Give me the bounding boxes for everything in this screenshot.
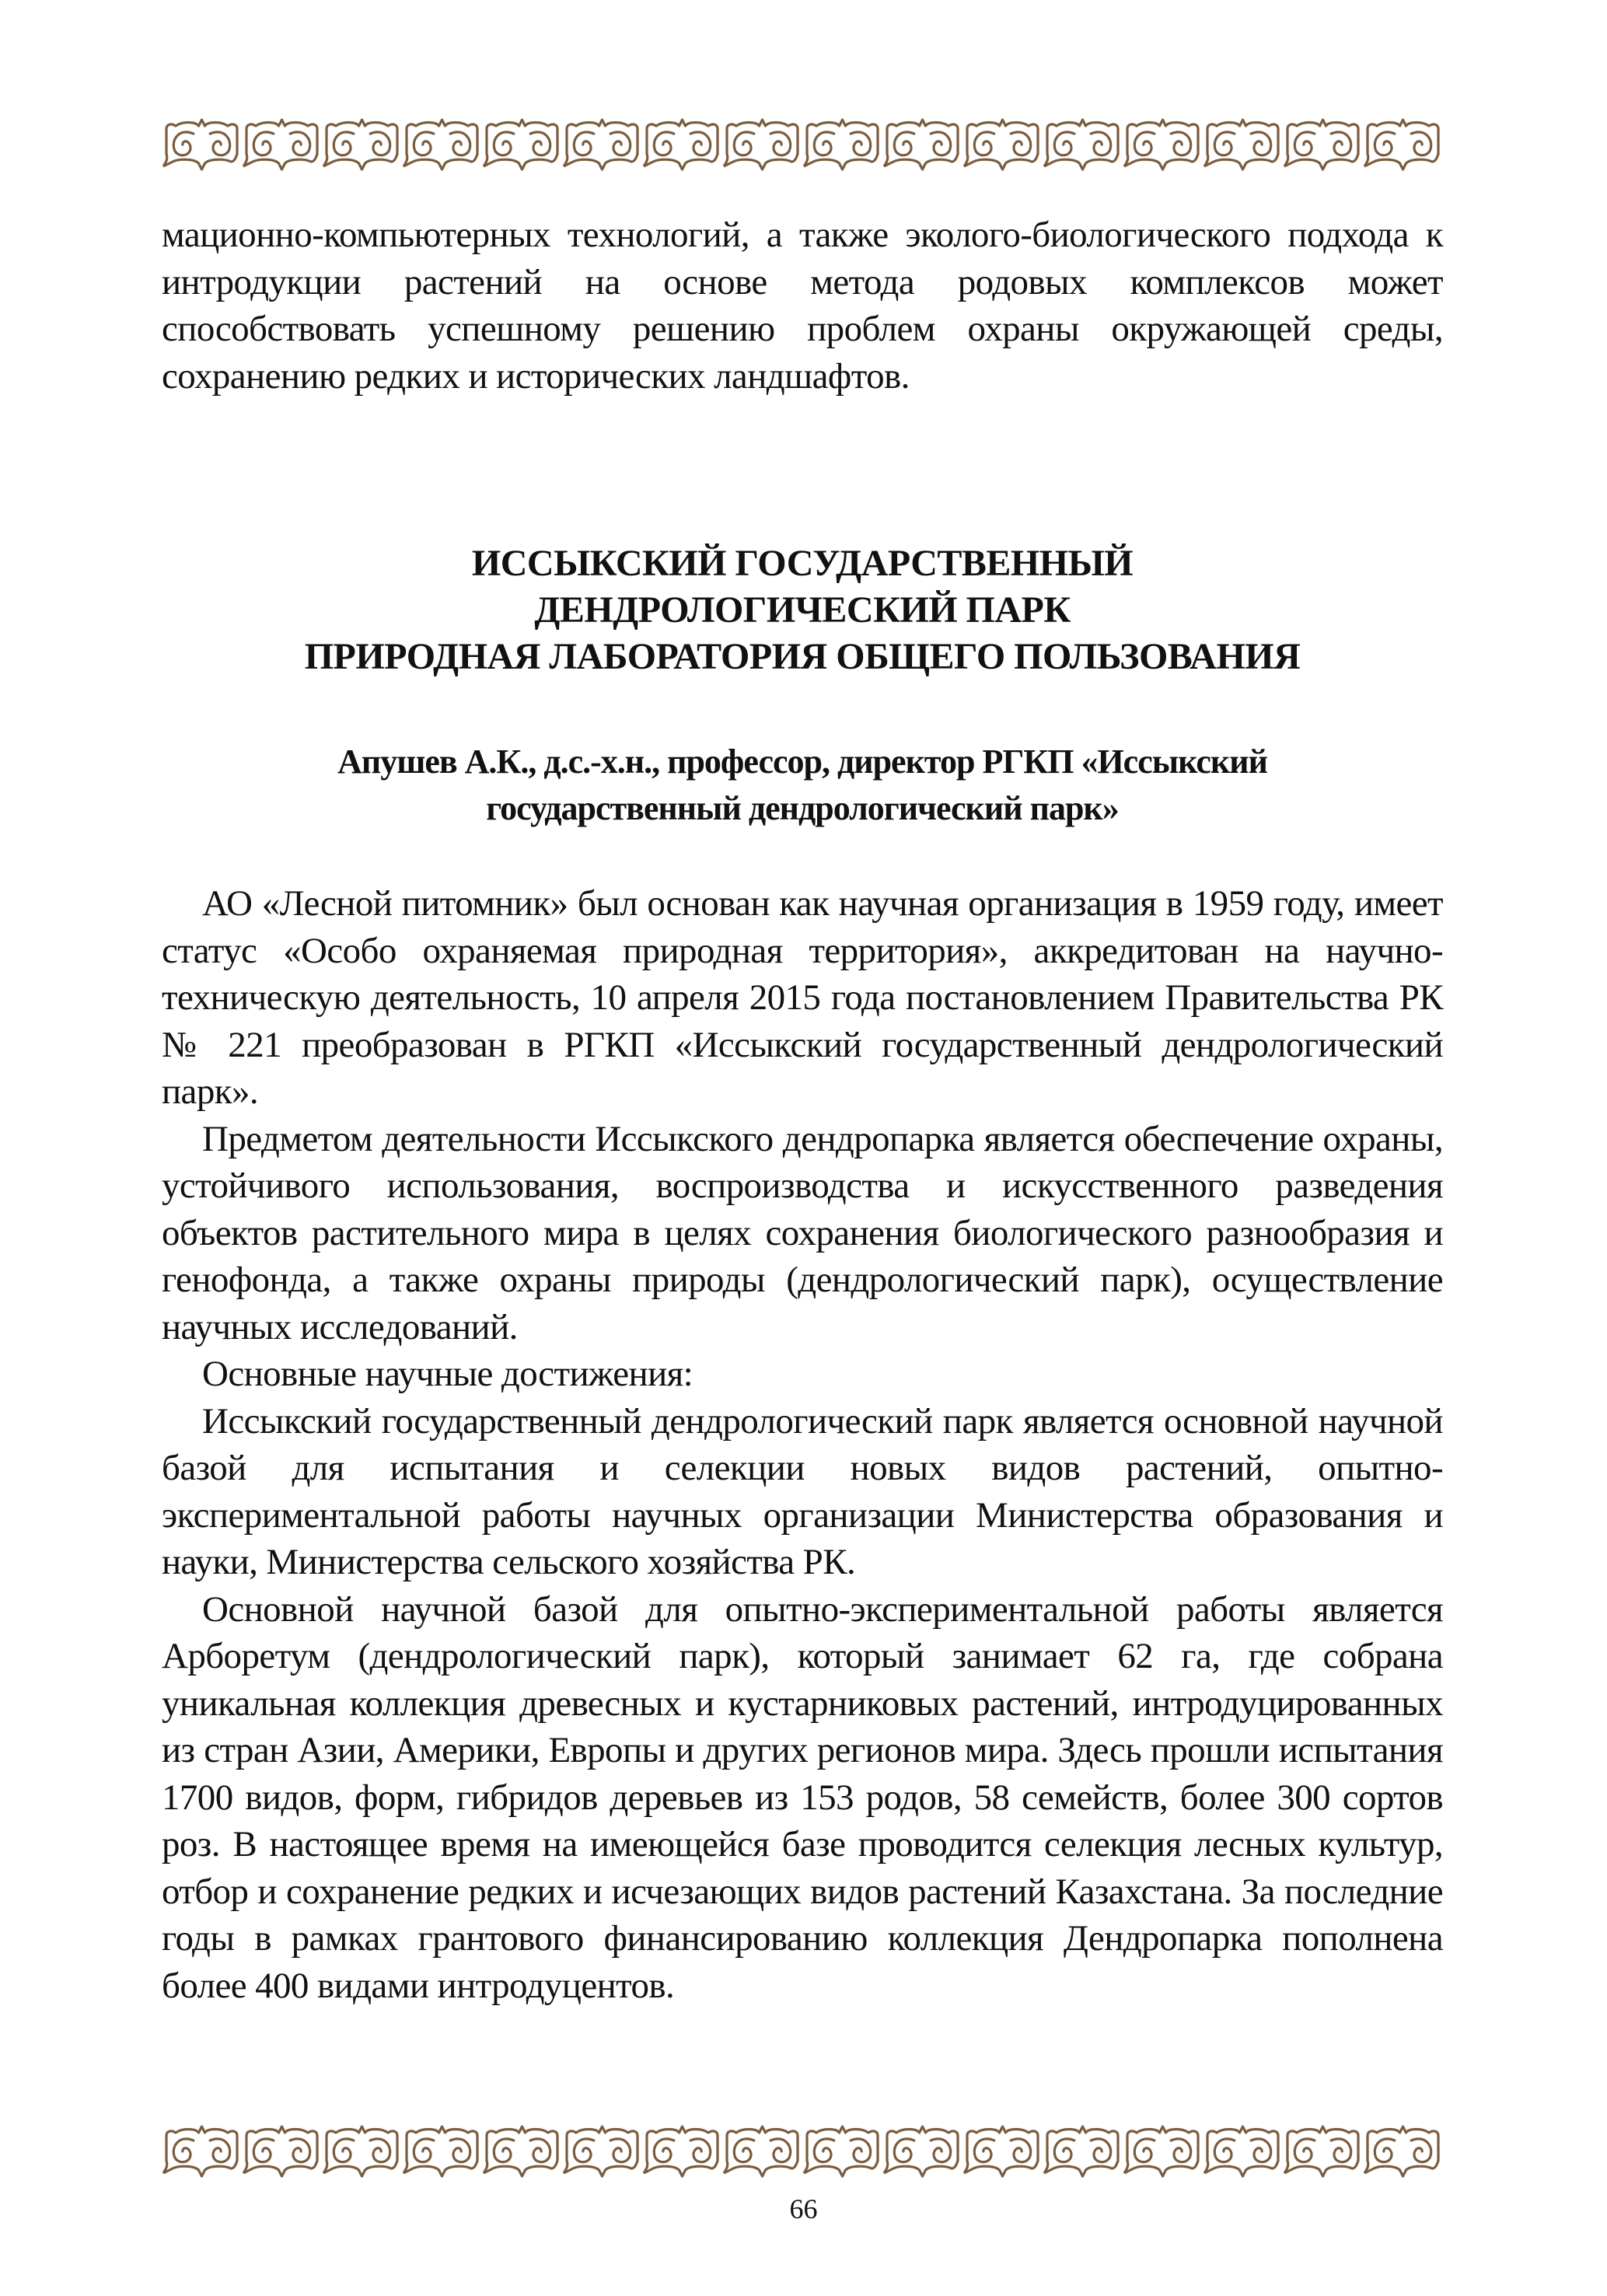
author-byline [162,739,1443,832]
ornament-motif [724,2127,798,2176]
ornament-motif [644,120,718,169]
ornament-motif [884,2127,958,2176]
ornament-motif [1284,2127,1358,2176]
top-ornament-border [162,118,1443,173]
ornament-motif [403,2127,477,2176]
ornament-motif [1284,120,1358,169]
continuation-text: мационно-компьютерных технологий, а также эколого-биологического подхода к интродукции растений на основе метода родовых комплексов может способствовать успешному решению проблем охраны окружающей среды, сохранению редких и исторических ландшафтов. [162,215,1443,397]
ornament-motif [644,2127,718,2176]
article-title [162,540,1443,680]
author-line-2: государственный дендрологический парк» [486,789,1119,827]
ornament-motif [964,2127,1038,2176]
bottom-ornament-border [162,2125,1443,2179]
ornament-motif [484,120,557,169]
ornament-motif [964,120,1038,169]
ornament-motif [243,2127,317,2176]
ornament-motif [1124,2127,1198,2176]
body-paragraph-activity: Предметом деятельности Иссыкского дендропарка является обеспечение охраны, устойчивого использования, воспроизводства и искусственного разведения объектов растительного мира в целях сохранения биологического разнообразия и генофонда, а также охраны природы (дендрологический парк), осуществление научных исследований. [162,1118,1443,1347]
body-paragraph-research-base: Иссыкский государственный дендрологический парк является основной научной базой для испытания и селекции новых видов растений, опытно-экспериментальной работы научных организации Министерства образования и науки, Министерства сельского хозяйства РК. [162,1400,1443,1582]
ornament-motif [804,2127,878,2176]
ornament-motif [1364,2127,1438,2176]
body-paragraph-achievements-heading: Основные научные достижения: [202,1354,693,1394]
body-paragraph-arboretum: Основной научной базой для опытно-экспериментальной работы является Арборетум (дендрологический парк), который занимает 62 га, где собрана уникальная коллекция древесных и кустарниковых растений, интродуцированных из стран Азии, Америки, Европы и других регионов мира. Здесь прошли испытания 1700 видов, форм, гибридов деревьев из 153 родов, 58 семейств, более 300 сортов роз. В настоящее время на имеющейся базе проводится селекция лесных культур, отбор и сохранение редких и исчезающих видов растений Казахстана. За последние годы в рамках грантового финансированию коллекция Дендропарка пополнена более 400 видами интродуцентов. [162,1588,1443,2006]
ornament-motif [1364,120,1438,169]
ornament-motif [1124,120,1198,169]
title-line-1: ИССЫКСКИЙ ГОСУДАРСТВЕННЫЙ [471,543,1134,584]
title-line-3: ПРИРОДНАЯ ЛАБОРАТОРИЯ ОБЩЕГО ПОЛЬЗОВАНИЯ [304,636,1301,677]
ornament-pattern-icon [162,2125,1443,2179]
ornament-motif [1044,120,1118,169]
ornament-motif [484,2127,557,2176]
article-body [162,880,1443,2009]
ornament-motif [1044,2127,1118,2176]
ornament-motif [243,120,317,169]
ornament-motif [564,2127,638,2176]
ornament-motif [1204,120,1278,169]
ornament-motif [323,120,397,169]
ornament-motif [1204,2127,1278,2176]
ornament-motif [323,2127,397,2176]
ornament-pattern-icon [162,118,1443,173]
ornament-motif [564,120,638,169]
ornament-motif [804,120,878,169]
title-line-2: ДЕНДРОЛОГИЧЕСКИЙ ПАРК [534,589,1071,631]
ornament-motif [884,120,958,169]
ornament-motif [724,120,798,169]
ornament-motif [403,120,477,169]
page-number: 66 [789,2193,818,2224]
continuation-paragraph [162,211,1443,400]
author-line-1: Апушев А.К., д.с.-х.н., профессор, директор РГКП «Иссыкский [337,743,1267,781]
body-paragraph-history: АО «Лесной питомник» был основан как научная организация в 1959 году, имеет статус «Особо охраняемая природная территория», аккредитован на научно-техническую деятельность, 10 апреля 2015 года постановлением Правительства РК № 221 преобразован в РГКП «Иссыкский государственный дендрологический парк». [162,883,1443,1112]
ornament-motif [163,120,237,169]
ornament-motif [163,2127,237,2176]
